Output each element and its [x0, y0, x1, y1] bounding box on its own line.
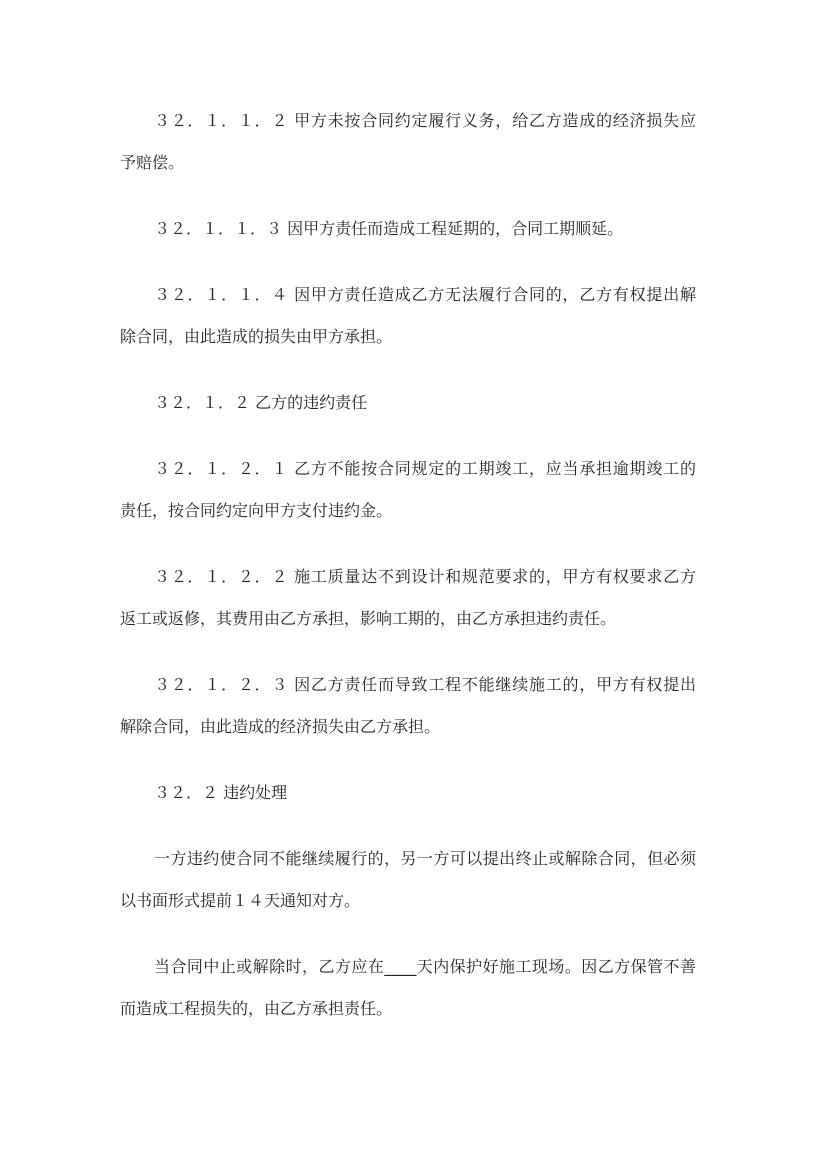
paragraph [120, 448, 696, 532]
paragraph [120, 274, 696, 358]
paragraph-line: ３２．１．２．３ 因乙方责任而导致工程不能继续施工的，甲方有权提出 [154, 675, 696, 694]
paragraph-line: ３２．１．１．３ 因甲方责任而造成工程延期的，合同工期顺延。 [154, 219, 624, 238]
paragraph-line: 除合同，由此造成的损失由甲方承担。 [120, 327, 393, 346]
document-page [120, 100, 696, 1054]
paragraph [120, 772, 696, 814]
paragraph-line: 当合同中止或解除时，乙方应在____天内保护好施工现场。因乙方保管不善 [154, 957, 696, 976]
paragraph-line: ３２．１．２．２ 施工质量达不到设计和规范要求的，甲方有权要求乙方 [154, 567, 696, 586]
paragraph-line: 而造成工程损失的，由乙方承担责任。 [120, 999, 393, 1018]
paragraph [120, 838, 696, 922]
paragraph-line: 责任，按合同约定向甲方支付违约金。 [120, 501, 393, 520]
paragraph-line: ３２．１．２．１ 乙方不能按合同规定的工期竣工，应当承担逾期竣工的 [154, 459, 696, 478]
paragraph [120, 664, 696, 748]
paragraph [120, 382, 696, 424]
paragraph [120, 946, 696, 1030]
paragraph-line: 解除合同，由此造成的经济损失由乙方承担。 [120, 717, 441, 736]
paragraph-line: ３２．１．２ 乙方的违约责任 [154, 393, 368, 412]
paragraph [120, 556, 696, 640]
paragraph-line: ３２．１．１．４ 因甲方责任造成乙方无法履行合同的，乙方有权提出解 [154, 285, 696, 304]
paragraph-line: 一方违约使合同不能继续履行的，另一方可以提出终止或解除合同，但必须 [154, 849, 696, 868]
paragraph-line: 以书面形式提前１４天通知对方。 [120, 891, 361, 910]
paragraph-line: 予赔偿。 [120, 153, 185, 172]
paragraph [120, 208, 696, 250]
paragraph-line: 返工或返修，其费用由乙方承担，影响工期的，由乙方承担违约责任。 [120, 609, 617, 628]
paragraph-line: ３２．１．１．２ 甲方未按合同约定履行义务，给乙方造成的经济损失应 [154, 111, 696, 130]
paragraph [120, 100, 696, 184]
paragraph-line: ３２．２ 违约处理 [154, 783, 288, 802]
